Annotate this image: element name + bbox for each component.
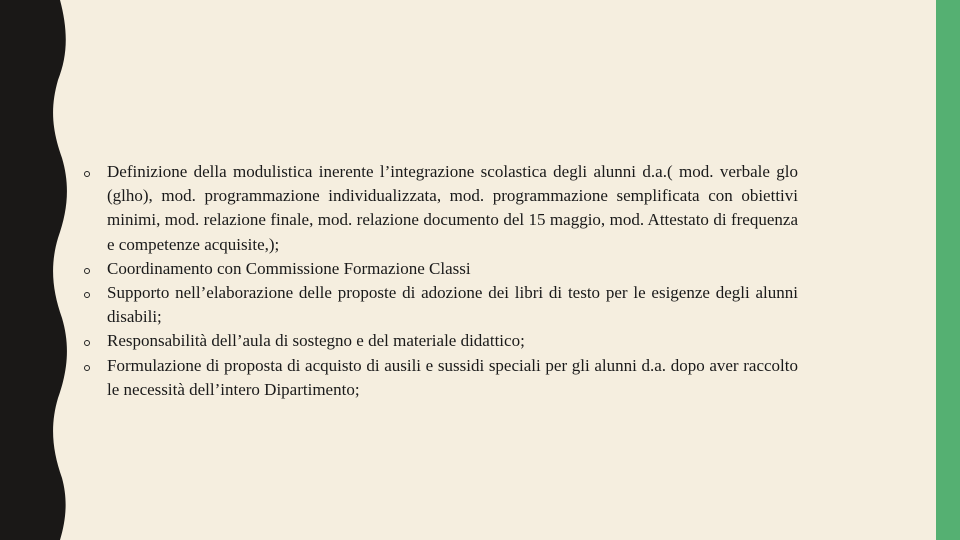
list-item-text: Formulazione di proposta di acquisto di ausili e sussidi speciali per gli alunni d.a. dopo aver raccolto le necessità dell’intero Dipartimento; bbox=[107, 355, 798, 399]
list-item bbox=[84, 354, 798, 402]
list-item-text: Responsabilità dell’aula di sostegno e del materiale didattico; bbox=[107, 331, 525, 351]
hollow-circle-bullet-icon bbox=[84, 365, 90, 371]
hollow-circle-bullet-icon bbox=[84, 171, 90, 177]
list-item bbox=[84, 160, 798, 257]
bullet-list bbox=[84, 160, 798, 402]
hollow-circle-bullet-icon bbox=[84, 292, 90, 298]
list-item-text: Definizione della modulistica inerente l’integrazione scolastica degli alunni d.a.( mod. verbale glo (glho), mod. programmazione individualizzata, mod. programmazione semplificata con obiettivi minimi, mod. relazione finale, mod. relazione documento del 15 maggio, mod. Attestato di frequenza e competenze acquisite,); bbox=[107, 162, 798, 254]
right-accent-stripe bbox=[936, 0, 960, 540]
left-decorative-band bbox=[0, 0, 80, 540]
list-item-text: Supporto nell’elaborazione delle proposte di adozione dei libri di testo per le esigenze degli alunni disabili; bbox=[107, 283, 798, 327]
list-item bbox=[84, 329, 798, 353]
list-item-text: Coordinamento con Commissione Formazione Classi bbox=[107, 258, 471, 278]
hollow-circle-bullet-icon bbox=[84, 268, 90, 274]
list-item bbox=[84, 281, 798, 329]
hollow-circle-bullet-icon bbox=[84, 340, 90, 346]
list-item bbox=[84, 257, 798, 281]
